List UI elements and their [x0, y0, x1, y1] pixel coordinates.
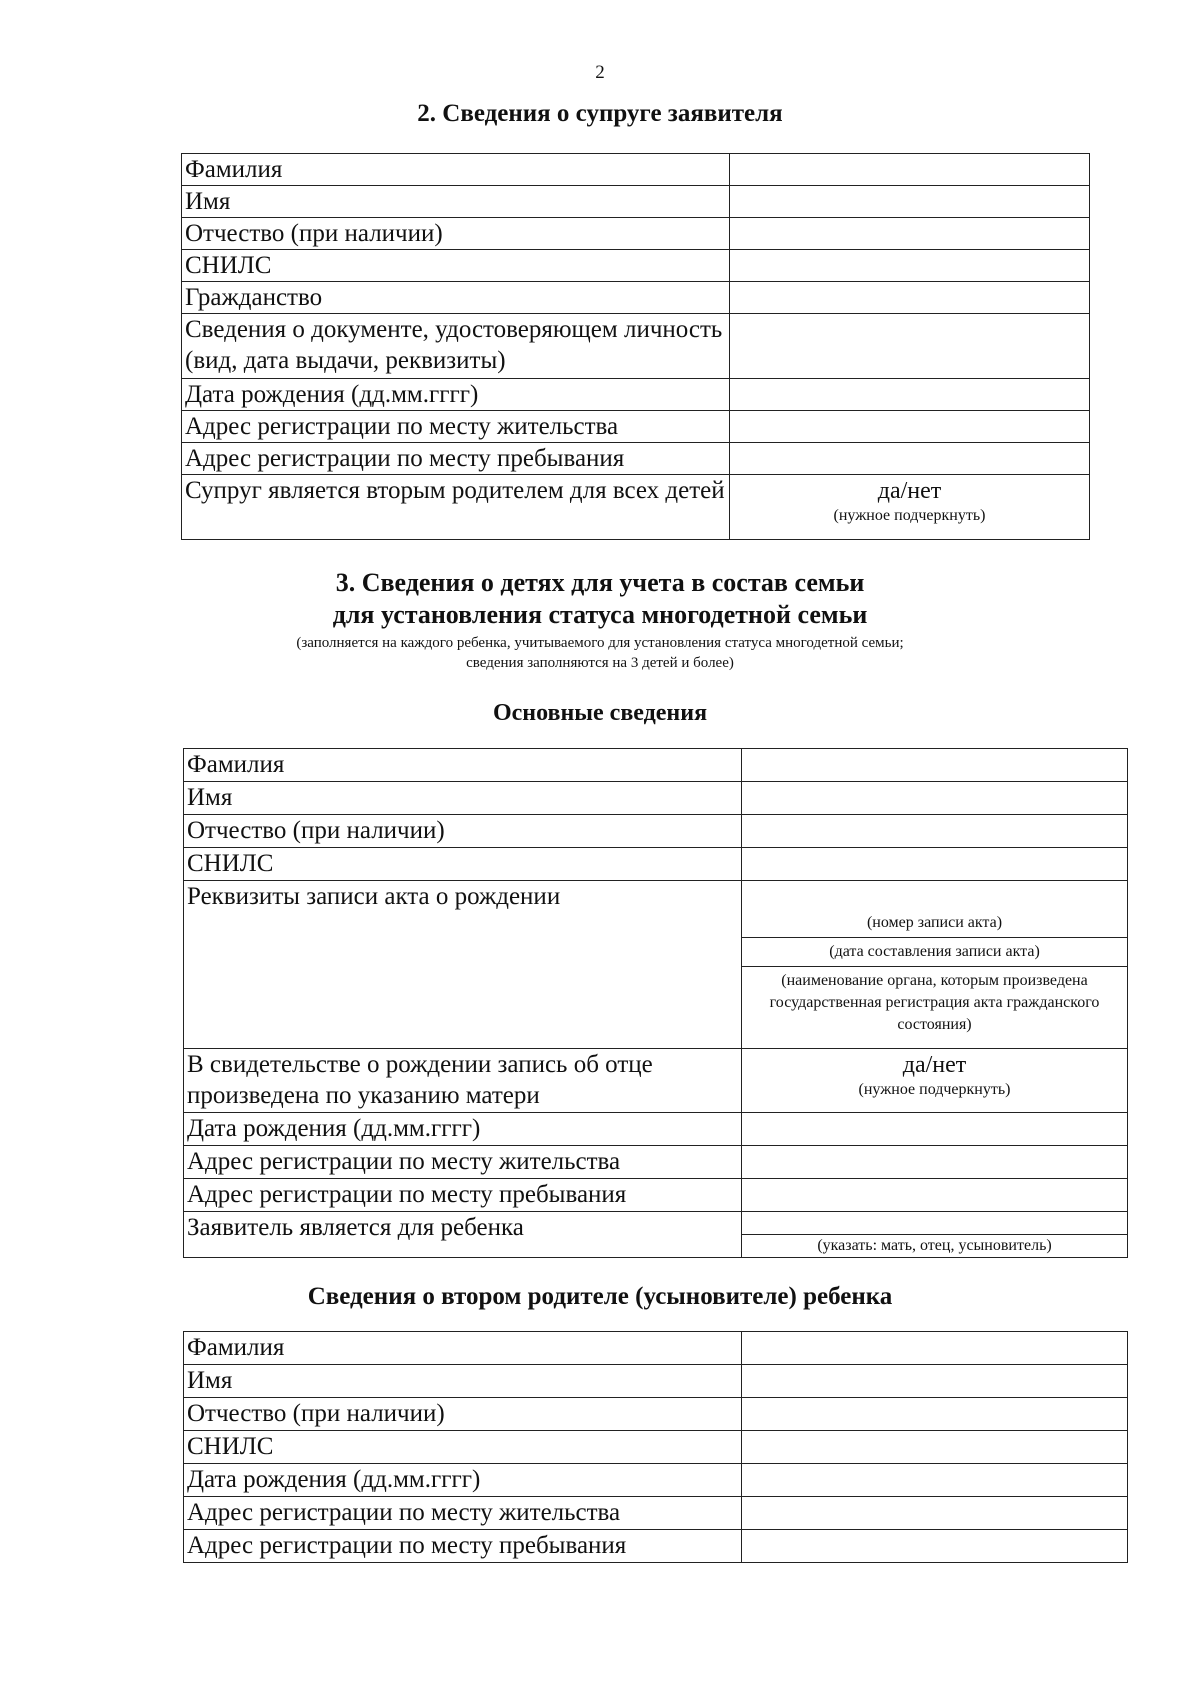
- parent-value-name[interactable]: [742, 1365, 1128, 1398]
- spouse-value-birthdate[interactable]: [730, 379, 1090, 411]
- child-value-birth-record[interactable]: [742, 881, 1128, 1049]
- child-value-residence-address[interactable]: [742, 1146, 1128, 1179]
- child-label-surname: Фамилия: [184, 749, 742, 782]
- child-value-snils[interactable]: [742, 848, 1128, 881]
- spouse-label-patronymic: Отчество (при наличии): [182, 218, 730, 250]
- parent-label-name: Имя: [184, 1365, 742, 1398]
- child-value-patronymic[interactable]: [742, 815, 1128, 848]
- spouse-value-citizenship[interactable]: [730, 282, 1090, 314]
- section3-note-line2: сведения заполняются на 3 детей и более): [466, 655, 734, 671]
- second-parent-table: [183, 1331, 1128, 1563]
- spouse-label-second-parent: Супруг является вторым родителем для всех детей: [182, 475, 730, 540]
- spouse-label-citizenship: Гражданство: [182, 282, 730, 314]
- section3-note-line1: (заполняется на каждого ребенка, учитываемого для установления статуса многодетной семьи;: [296, 635, 904, 651]
- child-label-residence-address: Адрес регистрации по месту жительства: [184, 1146, 742, 1179]
- parent-label-birthdate: Дата рождения (дд.мм.гггг): [184, 1464, 742, 1497]
- yes-no-option[interactable]: да/нет: [877, 478, 942, 504]
- spouse-value-name[interactable]: [730, 186, 1090, 218]
- spouse-value-patronymic[interactable]: [730, 218, 1090, 250]
- parent-value-stay-address[interactable]: [742, 1530, 1128, 1563]
- child-label-birthdate: Дата рождения (дд.мм.гггг): [184, 1113, 742, 1146]
- birth-record-number-input[interactable]: [742, 881, 1127, 909]
- birth-record-number-hint: (номер записи акта): [866, 914, 1003, 931]
- child-table: [183, 748, 1128, 1258]
- child-label-applicant-role: Заявитель является для ребенка: [184, 1212, 742, 1258]
- page-number: 2: [595, 62, 605, 83]
- child-label-birth-record: Реквизиты записи акта о рождении: [184, 881, 742, 1049]
- parent-label-surname: Фамилия: [184, 1332, 742, 1365]
- child-label-name: Имя: [184, 782, 742, 815]
- spouse-label-name: Имя: [182, 186, 730, 218]
- parent-label-stay-address: Адрес регистрации по месту пребывания: [184, 1530, 742, 1563]
- spouse-label-id-document: Сведения о документе, удостоверяющем личность (вид, дата выдачи, реквизиты): [182, 314, 730, 379]
- parent-value-snils[interactable]: [742, 1431, 1128, 1464]
- section2-title: 2. Сведения о супруге заявителя: [417, 100, 783, 127]
- spouse-label-surname: Фамилия: [182, 154, 730, 186]
- spouse-value-id-document[interactable]: [730, 314, 1090, 379]
- birth-record-authority-hint: (наименование органа, которым произведена государственная регистрация акта гражданского состояния): [742, 966, 1127, 1039]
- section3-title-line2: для установления статуса многодетной семьи: [332, 600, 868, 629]
- child-value-father-record[interactable]: [742, 1049, 1128, 1113]
- child-value-stay-address[interactable]: [742, 1179, 1128, 1212]
- parent-label-residence-address: Адрес регистрации по месту жительства: [184, 1497, 742, 1530]
- child-label-stay-address: Адрес регистрации по месту пребывания: [184, 1179, 742, 1212]
- child-label-patronymic: Отчество (при наличии): [184, 815, 742, 848]
- parent-value-residence-address[interactable]: [742, 1497, 1128, 1530]
- applicant-role-hint: (указать: мать, отец, усыновитель): [742, 1234, 1127, 1257]
- section3-title-line1: 3. Сведения о детях для учета в состав семьи: [335, 568, 865, 597]
- child-label-snils: СНИЛС: [184, 848, 742, 881]
- child-value-surname[interactable]: [742, 749, 1128, 782]
- child-value-birthdate[interactable]: [742, 1113, 1128, 1146]
- spouse-label-residence-address: Адрес регистрации по месту жительства: [182, 411, 730, 443]
- birth-record-date-hint: (дата составления записи акта): [742, 937, 1127, 966]
- spouse-label-snils: СНИЛС: [182, 250, 730, 282]
- spouse-value-stay-address[interactable]: [730, 443, 1090, 475]
- underline-hint: (нужное подчеркнуть): [833, 507, 986, 524]
- spouse-value-snils[interactable]: [730, 250, 1090, 282]
- child-value-name[interactable]: [742, 782, 1128, 815]
- spouse-table: [181, 153, 1090, 540]
- parent-value-birthdate[interactable]: [742, 1464, 1128, 1497]
- second-parent-title: Сведения о втором родителе (усыновителе) ребенка: [307, 1283, 893, 1310]
- yes-no-option[interactable]: да/нет: [902, 1052, 967, 1078]
- parent-value-surname[interactable]: [742, 1332, 1128, 1365]
- underline-hint: (нужное подчеркнуть): [858, 1081, 1011, 1098]
- parent-label-patronymic: Отчество (при наличии): [184, 1398, 742, 1431]
- spouse-value-residence-address[interactable]: [730, 411, 1090, 443]
- child-label-father-record: В свидетельстве о рождении запись об отце произведена по указанию матери: [184, 1049, 742, 1113]
- basic-info-title: Основные сведения: [492, 700, 708, 726]
- child-value-applicant-role[interactable]: [742, 1212, 1128, 1258]
- parent-label-snils: СНИЛС: [184, 1431, 742, 1464]
- spouse-value-surname[interactable]: [730, 154, 1090, 186]
- spouse-value-second-parent[interactable]: [730, 475, 1090, 540]
- applicant-role-input[interactable]: [742, 1212, 1127, 1234]
- spouse-label-stay-address: Адрес регистрации по месту пребывания: [182, 443, 730, 475]
- spouse-label-birthdate: Дата рождения (дд.мм.гггг): [182, 379, 730, 411]
- parent-value-patronymic[interactable]: [742, 1398, 1128, 1431]
